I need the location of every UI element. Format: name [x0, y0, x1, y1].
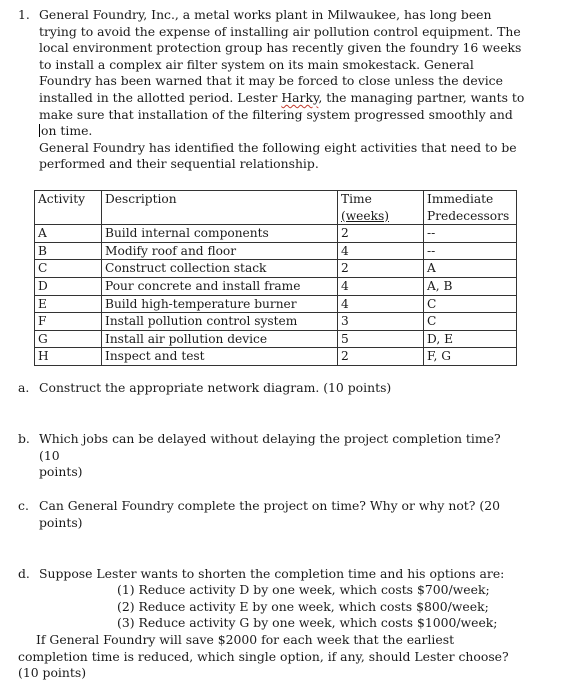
part-text [39, 498, 519, 531]
cell-description: Pour concrete and install frame [102, 277, 338, 295]
part-label: b. [18, 431, 30, 446]
option-item: (3) Reduce activity G by one week, which costs $1000/week; [117, 615, 498, 631]
table-row [35, 277, 517, 295]
cell-description: Install air pollution device [102, 330, 338, 348]
part-label: c. [18, 498, 29, 513]
header-predecessors [424, 191, 517, 225]
spellcheck-word[interactable]: Harky [281, 89, 319, 105]
part-text-line: points) [39, 514, 83, 530]
intro-line: make sure that installation of the filtering system progressed smoothly and [39, 106, 513, 122]
cell-time: 2 [338, 260, 424, 278]
header-activity: Activity [35, 191, 102, 225]
table-header-row [35, 191, 517, 225]
cell-activity: E [35, 295, 102, 313]
header-time-line1: Time [341, 192, 372, 206]
closing-question [18, 632, 518, 682]
cell-predecessors: C [424, 295, 517, 313]
cell-activity: F [35, 313, 102, 331]
intro-line: to install a complex air filter system on its main smokestack. General [39, 56, 474, 72]
cell-time: 4 [338, 242, 424, 260]
closing-line: If General Foundry will save $2000 for each week that the earliest [36, 632, 455, 647]
cell-description: Inspect and test [102, 348, 338, 366]
part-text-line: Can General Foundry complete the project on time? Why or why not? (20 [39, 498, 500, 513]
header-pred-line1: Immediate [427, 192, 494, 206]
cell-time: 5 [338, 330, 424, 348]
cell-description: Modify roof and floor [102, 242, 338, 260]
cell-predecessors: -- [424, 242, 517, 260]
cell-time: 2 [338, 348, 424, 366]
cell-activity: C [35, 260, 102, 278]
cell-description: Construct collection stack [102, 260, 338, 278]
cell-activity: G [35, 330, 102, 348]
intro-line: performed and their sequential relationship. [39, 156, 319, 172]
intro-line [39, 123, 539, 140]
part-label: a. [18, 380, 30, 395]
table-row [35, 330, 517, 348]
cell-predecessors: F, G [424, 348, 517, 366]
text-cursor [39, 124, 40, 137]
cell-activity: H [35, 348, 102, 366]
intro-line: trying to avoid the expense of installing air pollution control equipment. The [39, 23, 521, 39]
cell-time: 4 [338, 295, 424, 313]
closing-line: (10 points) [18, 665, 87, 681]
intro-line: Foundry has been warned that it may be forced to close unless the device [39, 73, 503, 89]
header-time [338, 191, 424, 225]
part-text [39, 431, 519, 481]
header-pred-line2: Predecessors [427, 208, 510, 223]
intro-text: , the managing partner, wants to [318, 89, 525, 105]
cell-activity: A [35, 225, 102, 243]
table-row [35, 313, 517, 331]
table-row [35, 242, 517, 260]
cell-activity: B [35, 242, 102, 260]
cell-description: Build internal components [102, 225, 338, 243]
table-row [35, 348, 517, 366]
part-text: Suppose Lester wants to shorten the completion time and his options are: [39, 566, 505, 581]
cell-predecessors: -- [424, 225, 517, 243]
closing-line: completion time is reduced, which single option, if any, should Lester choose? [18, 648, 509, 664]
intro-text: installed in the allotted period. Lester [39, 89, 282, 105]
cell-description: Install pollution control system [102, 313, 338, 331]
part-text: Construct the appropriate network diagram. (10 points) [39, 380, 392, 395]
cell-predecessors: D, E [424, 330, 517, 348]
cell-time: 2 [338, 225, 424, 243]
cell-time: 4 [338, 277, 424, 295]
intro-line [39, 90, 539, 107]
table-row [35, 225, 517, 243]
part-text-line: points) [39, 464, 83, 480]
cell-predecessors: A [424, 260, 517, 278]
cell-predecessors: C [424, 313, 517, 331]
options-list [117, 582, 498, 632]
question-number: 1. [18, 7, 30, 22]
intro-line: local environment protection group has recently given the foundry 16 weeks [39, 40, 522, 56]
activities-table [34, 190, 517, 366]
question-intro [39, 7, 539, 173]
intro-line: General Foundry, Inc., a metal works plant in Milwaukee, has long been [39, 7, 492, 22]
cell-description: Build high-temperature burner [102, 295, 338, 313]
header-description: Description [102, 191, 338, 225]
option-item: (1) Reduce activity D by one week, which costs $700/week; [117, 582, 490, 597]
part-text-line: Which jobs can be delayed without delaying the project completion time? (10 [39, 431, 501, 463]
part-label: d. [18, 566, 30, 581]
table-row [35, 295, 517, 313]
cell-time: 3 [338, 313, 424, 331]
cell-activity: D [35, 277, 102, 295]
option-item: (2) Reduce activity E by one week, which costs $800/week; [117, 598, 489, 614]
cell-predecessors: A, B [424, 277, 517, 295]
header-time-line2: (weeks) [341, 208, 390, 223]
table-row [35, 260, 517, 278]
intro-line: General Foundry has identified the following eight activities that need to be [39, 139, 517, 155]
intro-text: on time. [41, 123, 93, 139]
